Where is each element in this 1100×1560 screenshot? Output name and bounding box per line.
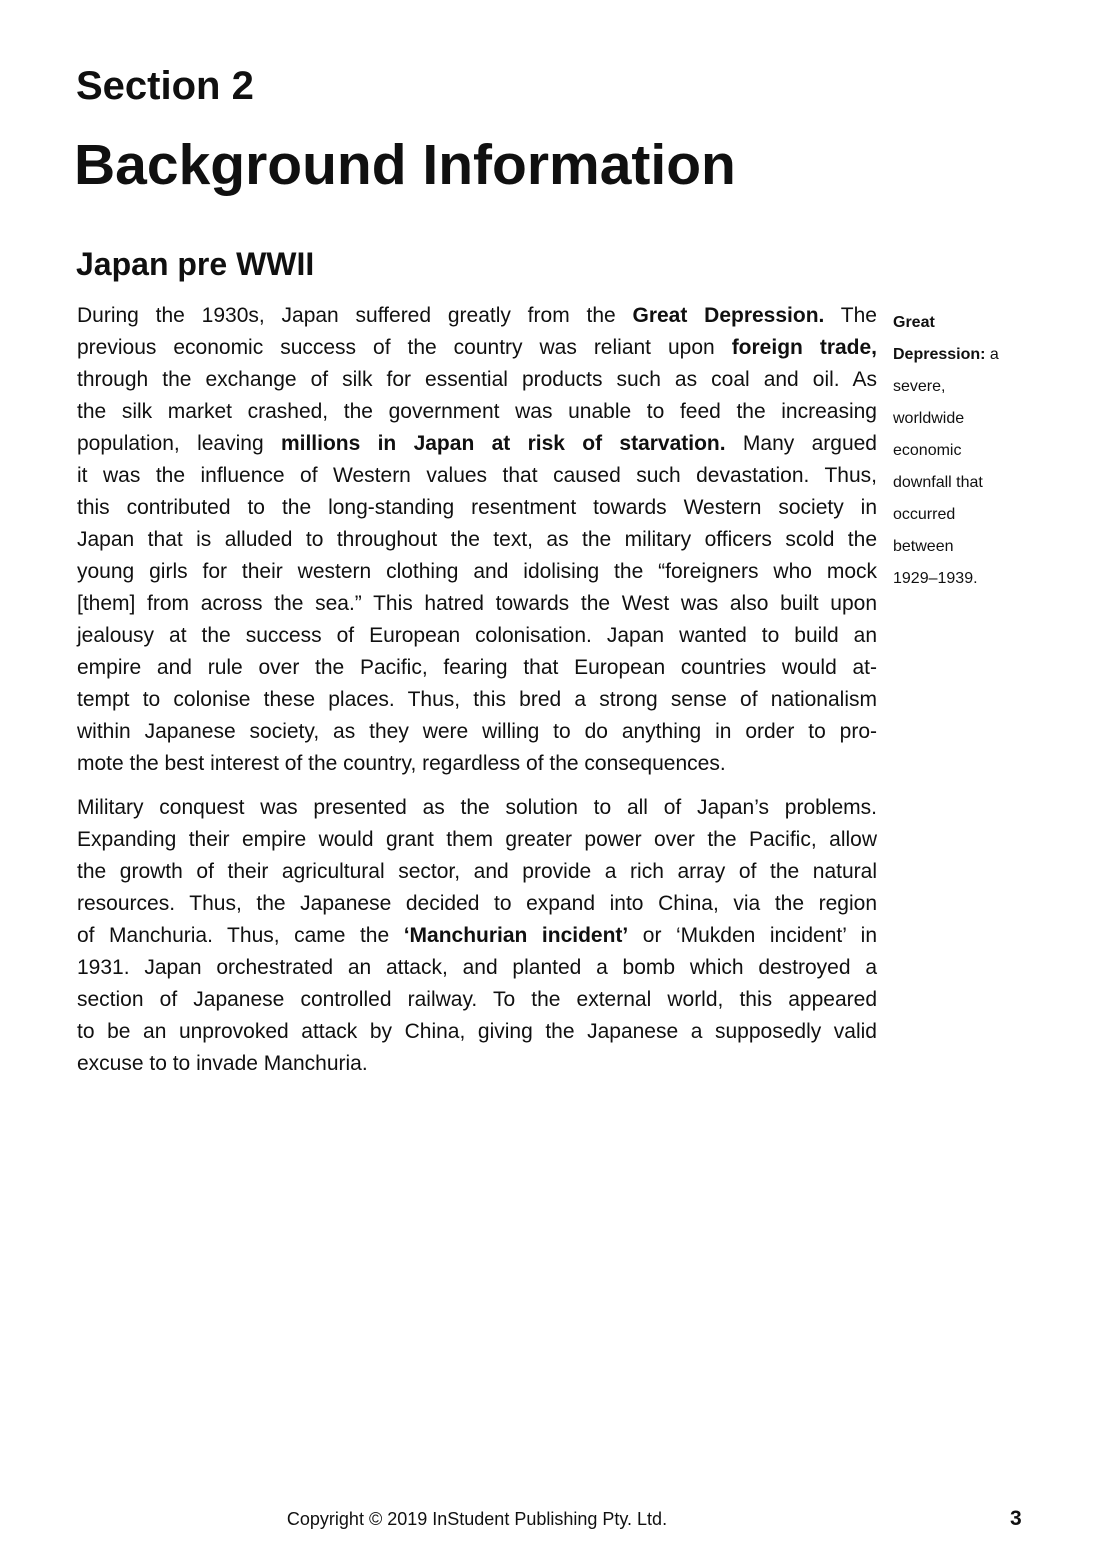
- copyright-text: Copyright © 2019 InStudent Publishing Pty. Ltd.: [286, 1509, 668, 1529]
- text-line: Great: [893, 314, 935, 331]
- text-line: of Manchuria. Thus, came the ‘Manchurian incident’ or ‘Mukden incident’ in: [77, 924, 877, 947]
- text-line: the silk market crashed, the government was unable to feed the increasing: [77, 400, 877, 423]
- margin-note-great-depression: [893, 307, 1023, 595]
- text-line: section of Japanese controlled railway. To the external world, this appeared: [77, 988, 877, 1011]
- text-line: the growth of their agricultural sector, and provide a rich array of the natural: [77, 860, 877, 883]
- text-line: downfall that: [893, 474, 983, 491]
- text-line: mote the best interest of the country, regardless of the consequences.: [77, 752, 726, 775]
- text-line: between: [893, 538, 954, 555]
- text-line: [them] from across the sea.” This hatred towards the West was also built upon: [77, 592, 877, 615]
- text-line: Depression: a: [893, 346, 999, 363]
- text-line: 1931. Japan orchestrated an attack, and planted a bomb which destroyed a: [77, 956, 877, 979]
- text-line: empire and rule over the Pacific, fearing that European countries would at-: [77, 656, 877, 679]
- text-line: through the exchange of silk for essential products such as coal and oil. As: [77, 368, 877, 391]
- text-line: excuse to to invade Manchuria.: [77, 1052, 368, 1075]
- text-line: worldwide: [893, 410, 965, 427]
- text-line: occurred: [893, 506, 956, 523]
- text-line: Expanding their empire would grant them greater power over the Pacific, allow: [77, 828, 877, 851]
- text-line: 1929–1939.: [893, 570, 978, 587]
- text-line: tempt to colonise these places. Thus, this bred a strong sense of nationalism: [77, 688, 877, 711]
- text-line: within Japanese society, as they were willing to do anything in order to pro-: [77, 720, 877, 743]
- text-line: jealousy at the success of European colonisation. Japan wanted to build an: [77, 624, 877, 647]
- text-line: economic: [893, 442, 962, 459]
- subheading-japan-pre-wwii: Japan pre WWII: [76, 246, 315, 282]
- text-line: resources. Thus, the Japanese decided to expand into China, via the region: [77, 892, 877, 915]
- text-line: young girls for their western clothing and idolising the “foreigners who mock: [77, 560, 877, 583]
- text-line: During the 1930s, Japan suffered greatly from the Great Depression. The: [77, 304, 877, 327]
- text-line: it was the influence of Western values that caused such devastation. Thus,: [77, 464, 877, 487]
- text-line: severe,: [893, 378, 946, 395]
- text-line: this contributed to the long-standing resentment towards Western society in: [77, 496, 877, 519]
- paragraph: [77, 792, 877, 1080]
- paragraph: [77, 300, 877, 780]
- body-text: [77, 300, 877, 1080]
- page-number: 3: [1010, 1507, 1022, 1530]
- text-line: Japan that is alluded to throughout the text, as the military officers scold the: [77, 528, 877, 551]
- text-line: previous economic success of the country was reliant upon foreign trade,: [77, 336, 878, 359]
- text-line: to be an unprovoked attack by China, giving the Japanese a supposedly valid: [77, 1020, 877, 1043]
- text-line: Military conquest was presented as the solution to all of Japan’s problems.: [77, 796, 877, 819]
- section-label: Section 2: [76, 64, 254, 108]
- text-line: population, leaving millions in Japan at risk of starvation. Many argued: [77, 432, 877, 455]
- page-title: Background Information: [74, 133, 736, 197]
